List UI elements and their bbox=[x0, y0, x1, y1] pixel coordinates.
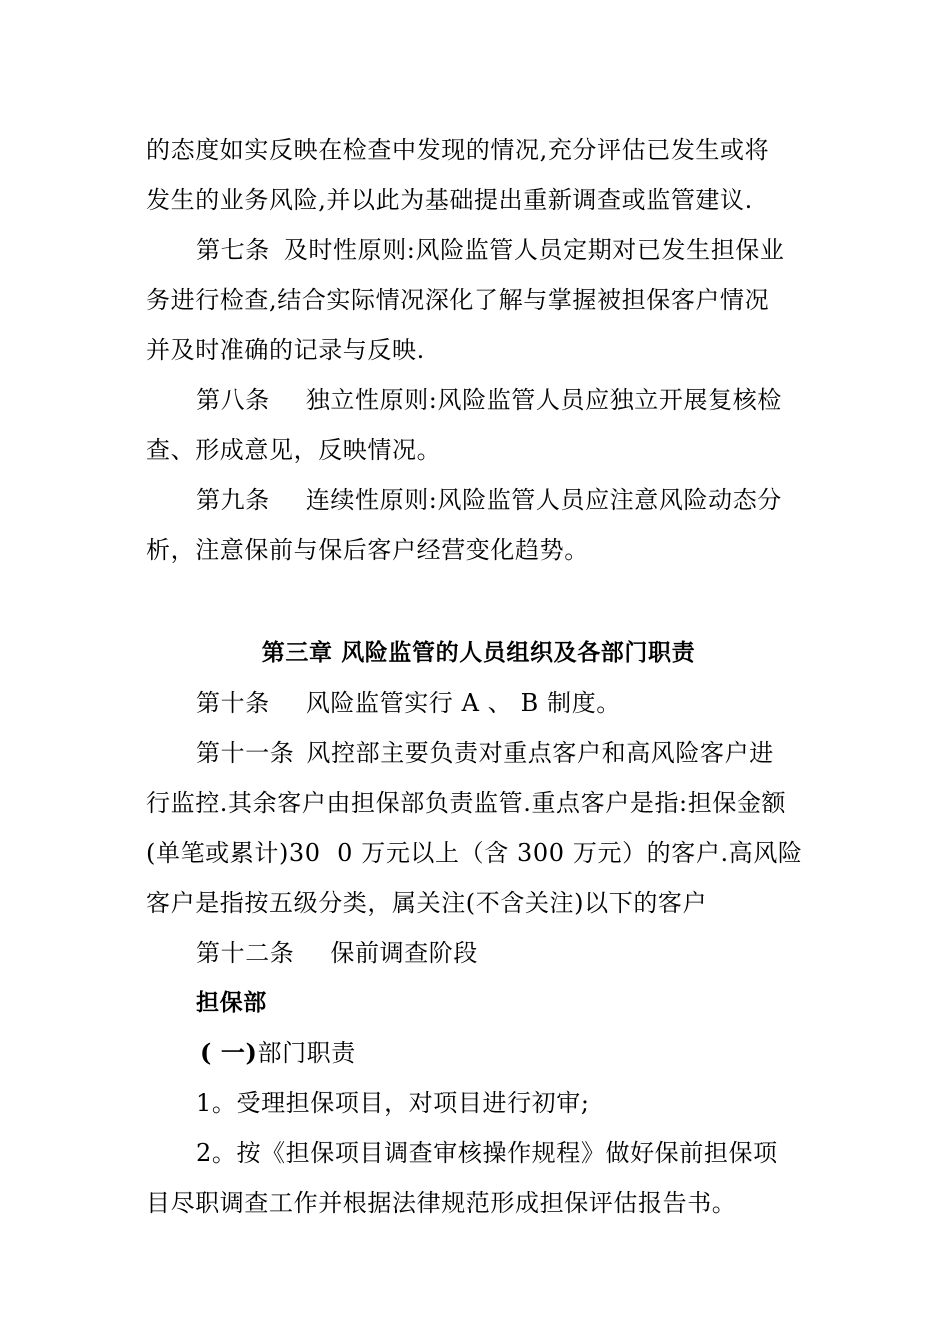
article-text: 连续性原则:风险监管人员应注意风险动态分 bbox=[305, 486, 782, 514]
department-heading: 担保部 bbox=[196, 990, 267, 1016]
paragraph-continuation-line: 的态度如实反映在检查中发现的情况,充分评估已发生或将 bbox=[146, 136, 770, 164]
article-8 bbox=[146, 375, 811, 425]
paragraph-continuation-line: 发生的业务风险,并以此为基础提出重新调查或监管建议. bbox=[146, 186, 753, 214]
article-text: 独立性原则:风险监管人员应独立开展复核检 bbox=[305, 386, 782, 414]
article-12 bbox=[146, 928, 811, 978]
duty-item-2: 2。按《担保项目调查审核操作规程》做好保前担保项 bbox=[196, 1139, 778, 1167]
duty-prefix: ( 一) bbox=[200, 1038, 258, 1067]
article-9-line: 析，注意保前与保后客户经营变化趋势。 bbox=[146, 536, 589, 564]
duty-subheading bbox=[146, 1028, 811, 1078]
article-text: 保前调查阶段 bbox=[330, 939, 479, 967]
article-7 bbox=[146, 225, 811, 275]
article-label: 第十二条 bbox=[196, 939, 295, 967]
article-text: 风控部主要负责对重点客户和高风险客户进 bbox=[306, 739, 774, 767]
article-label: 第七条 bbox=[196, 236, 270, 264]
chapter-title: 第三章 风险监管的人员组织及各部门职责 bbox=[261, 640, 696, 666]
article-11-line: (单笔或累计)30 0 万元以上（含 300 万元）的客户.高风险 bbox=[146, 839, 803, 867]
article-10 bbox=[146, 678, 811, 728]
article-text: 风险监管实行 A 、 B 制度。 bbox=[305, 689, 621, 717]
article-8-line: 查、形成意见，反映情况。 bbox=[146, 436, 442, 464]
duty-item-1: 1。受理担保项目，对项目进行初审; bbox=[196, 1089, 590, 1117]
article-label: 第九条 bbox=[196, 486, 270, 514]
article-9 bbox=[146, 475, 811, 525]
article-11-line: 客户是指按五级分类，属关注(不含关注)以下的客户 bbox=[146, 889, 708, 917]
article-text: 及时性原则:风险监管人员定期对已发生担保业 bbox=[283, 236, 785, 264]
document-page bbox=[146, 125, 811, 1228]
duty-item-2-line: 目尽职调查工作并根据法律规范形成担保评估报告书。 bbox=[146, 1189, 737, 1217]
article-label: 第十条 bbox=[196, 689, 270, 717]
article-label: 第八条 bbox=[196, 386, 270, 414]
duty-text: 部门职责 bbox=[257, 1039, 356, 1067]
article-7-line: 务进行检查,结合实际情况深化了解与掌握被担保客户情况 bbox=[146, 286, 770, 314]
article-11 bbox=[146, 728, 811, 778]
article-11-line: 行监控.其余客户由担保部负责监管.重点客户是指:担保金额 bbox=[146, 789, 787, 817]
article-7-line: 并及时准确的记录与反映. bbox=[146, 336, 425, 364]
article-label: 第十一条 bbox=[196, 739, 295, 767]
